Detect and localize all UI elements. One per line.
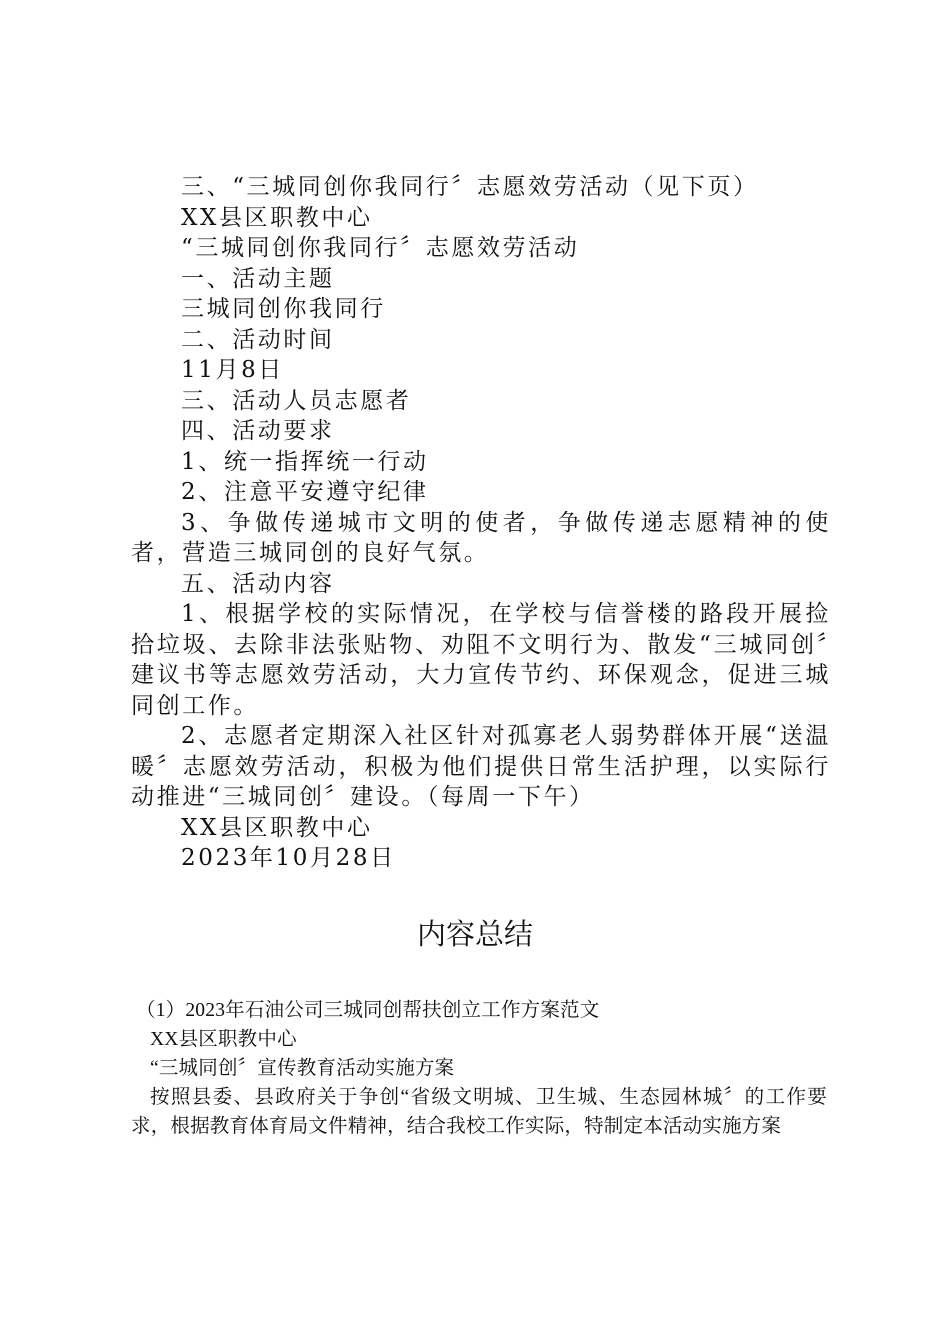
body-line-organization: XX县区职教中心: [181, 204, 373, 231]
body-line-requirement-1: 1、统一指挥统一行动: [181, 448, 429, 475]
body-line-signature-org: XX县区职教中心: [181, 814, 373, 841]
body-line-theme: 三城同创你我同行: [181, 296, 386, 322]
body-line-requirement-3: 3、争做传递城市文明的使者，争做传递志愿精神的使者，营造三城同创的良好气氛。: [131, 509, 831, 566]
body-line-requirements-heading: 四、活动要求: [181, 418, 335, 444]
summary-heading: 内容总结: [416, 919, 533, 951]
document-body: [131, 172, 831, 874]
body-line-content-heading: 五、活动内容: [181, 570, 335, 597]
body-line-content-1: 1、根据学校的实际情况，在学校与信誉楼的路段开展捡拾垃圾、去除非法张贴物、劝阻不文明行为、散发“三城同创〞建议书等志愿效劳活动，大力宣传节约、环保观念，促进三城同创工作。: [131, 601, 831, 719]
body-line-signature-date: 2023年10月28日: [181, 845, 396, 871]
body-line-theme-heading: 一、活动主题: [181, 265, 335, 292]
body-line-section-three: 三、“三城同创你我同行〞志愿效劳活动（见下页）: [181, 174, 759, 200]
body-line-personnel: 三、活动人员志愿者: [181, 387, 412, 414]
body-line-time-heading: 二、活动时间: [181, 326, 335, 353]
body-line-time: 11月8日: [181, 357, 284, 383]
summary-body: [131, 996, 827, 1141]
summary-line-organization: XX县区职教中心: [150, 1029, 297, 1050]
summary-line-title: （1）2023年石油公司三城同创帮扶创立工作方案范文: [136, 1000, 600, 1021]
body-line-requirement-2: 2、注意平安遵守纪律: [181, 479, 429, 505]
body-line-activity-title: “三城同创你我同行〞志愿效劳活动: [181, 235, 580, 261]
body-line-content-2: 2、志愿者定期深入社区针对孤寡老人弱势群体开展“送温暖〞志愿效劳活动，积极为他们提供日常生活护理，以实际行动推进“三城同创〞建设。（每周一下午）: [131, 723, 831, 810]
summary-line-plan-title: “三城同创〞宣传教育活动实施方案: [150, 1058, 455, 1079]
summary-line-paragraph: 按照县委、县政府关于争创“省级文明城、卫生城、生态园林城〞的工作要求，根据教育体育局文件精神，结合我校工作实际，特制定本活动实施方案: [131, 1087, 827, 1137]
